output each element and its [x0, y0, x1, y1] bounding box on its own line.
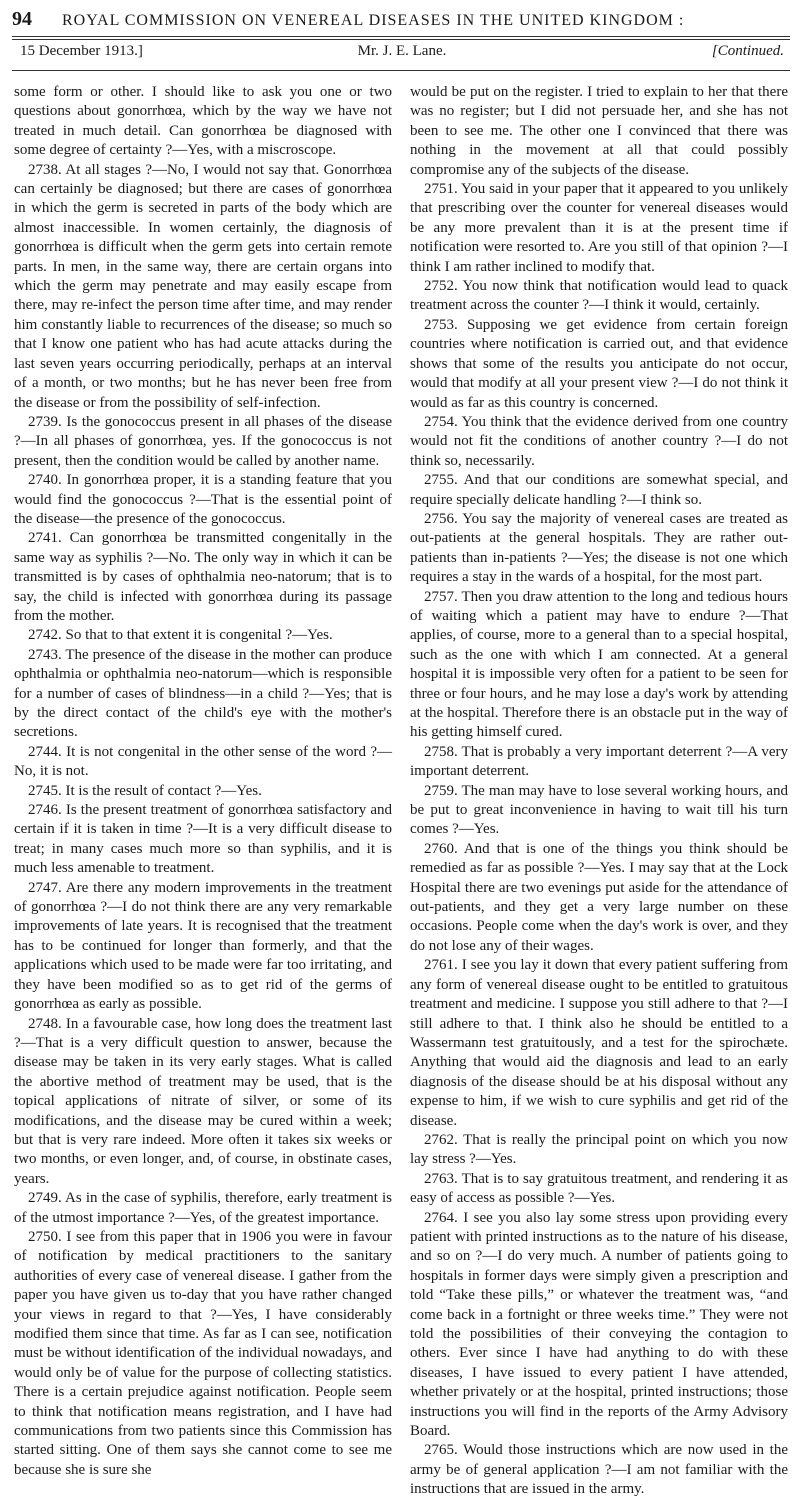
running-title: ROYAL COMMISSION ON VENEREAL DISEASES IN THE UNITED KINGDOM :: [62, 12, 685, 29]
subheader: [12, 40, 790, 64]
paragraph: some form or other. I should like to ask you one or two questions about gonorrhœa, which by the way we have not treated in much detail. Can gonorrhœa be diagnosed with some degree of certainty ?—Yes, with a miscroscope.: [14, 84, 392, 159]
document-page: [12, 8, 790, 1498]
hearing-date: 15 December 1913.]: [20, 43, 143, 59]
paragraph: 2742. So that to that extent it is congenital ?—Yes.: [28, 627, 333, 644]
paragraph: 2738. At all stages ?—No, I would not say that. Gonorrhœa can certainly be diagnosed; but there are cases of gonorrhœa in which the germ is secreted in parts of the body which are almost inaccessible. In women certainly, the diagnosis of gonorrhœa is difficult when the germ gets into certain remote parts. In men, in the same way, there are certain organs into which the germ may penetrate and may easily escape from there, may re-infect the person time after time, and may render him constantly liable to recurrences of the disease; so much so that I know one patient who has had acute attacks during the last seven years occurring periodically, perhaps at an interval of a month, or two months; but he has never been free from the disease or from the possibility of self-infection.: [14, 161, 392, 411]
continued-label: [Continued.: [711, 43, 784, 59]
right-column: [410, 83, 788, 1500]
page-header: [12, 8, 790, 30]
paragraph: 2740. In gonorrhœa proper, it is a standing feature that you would find the gonococcus ?—That is the essential point of the disease—the presence of the gonococcus.: [14, 472, 392, 527]
paragraph: 2745. It is the result of contact ?—Yes.: [28, 782, 262, 799]
paragraph: 2759. The man may have to lose several working hours, and be put to great inconvenience in having to wait till his turn comes ?—Yes.: [410, 782, 788, 838]
paragraph: 2747. Are there any modern improvements in the treatment of gonorrhœa ?—I do not think there are any very remarkable improvements of late years. It is recognised that the treatment has to be continued for longer than formerly, and that the applications which used to be made were far too irritating, and they have been modified so as to get rid of the germs of gonorrhœa as early as possible.: [14, 879, 392, 1013]
paragraph: 2751. You said in your paper that it appeared to you unlikely that prescribing over the counter for venereal diseases would be any more prevalent than it is at the present time if notification were resorted to. Are you still of that opinion ?—I think I am rather inclined to modify that.: [410, 181, 788, 275]
witness-name: Mr. J. E. Lane.: [357, 43, 447, 59]
page-number: 94: [12, 8, 32, 30]
paragraph: 2765. Would those instructions which are now used in the army be of general application ?—I am not familiar with the instructions that are issued in the army.: [410, 1442, 788, 1498]
left-column: [14, 83, 392, 1500]
paragraph: would be put on the register. I tried to explain to her that there was no register; but I did not persuade her, and she has not been to see me. The other one I convinced that there was nothing in the movement at all that could possibly compromise any of the subjects of the disease.: [410, 84, 788, 178]
text-columns: [12, 83, 790, 1500]
paragraph: 2746. Is the present treatment of gonorrhœa satisfactory and certain if it is taken in time ?—It is a very difficult disease to treat; in many cases much more so than syphilis, and it is much less amenable to treatment.: [14, 802, 392, 877]
paragraph: 2755. And that our conditions are somewhat special, and require specially delicate handling ?—I think so.: [410, 472, 788, 508]
paragraph: 2763. That is to say gratuitous treatment, and rendering it as easy of access as possible ?—Yes.: [410, 1170, 788, 1207]
paragraph: 2743. The presence of the disease in the mother can produce ophthalmia or ophthalmia neo-natorum—which is responsible for a number of cases of blindness—in a child ?—Yes; that is by the direct contact of the child's eye with the mother's secretions.: [14, 646, 392, 741]
paragraph: 2753. Supposing we get evidence from certain foreign countries where notification is carried out, and that evidence shows that some of the results you anticipate do not occur, would that modify at all your present view ?—I do not think it would as far as this country is concerned.: [410, 316, 788, 411]
paragraph: 2752. You now think that notification would lead to quack treatment across the counter ?—I think it would, certainly.: [410, 278, 788, 314]
paragraph: 2750. I see from this paper that in 1906 you were in favour of notification by medical practitioners to the sanitary authorities of every case of venereal disease. I gather from the paper you have given us to-day that you have rather changed your views in regard to that ?—Yes, I have considerably modified them since that time. As far as I can see, notification must be without identification of the individual nowadays, and would only be of value for the purpose of collecting statistics. There is a certain prejudice against notification. People seem to think that notification means registration, and I have had communications from two patients since this Commission has started sitting. One of them says she cannot come to see me because she is sure she: [14, 1228, 392, 1478]
paragraph: 2761. I see you lay it down that every patient suffering from any form of venereal disease ought to be entitled to gratuitous treatment and medicine. I suppose you still adhere to that ?—I still adhere to that. I think also he should be entitled to a Wassermann test gratuitously, and a test for the spirochæte. Anything that would aid the diagnosis and lead to an early diagnosis of the disease should be at his disposal without any expense to him, if we wish to cure syphilis and get rid of the disease.: [410, 957, 788, 1129]
paragraph: 2757. Then you draw attention to the long and tedious hours of waiting which a patient may have to endure ?—That applies, of course, more to a general than to a special hospital, such as the one with which I am connected. At a general hospital it is impossible very often for a patient to be seen for three or four hours, and he may lose a day's work by attending at the hospital. Therefore there is an obstacle put in the way of his getting himself cured.: [410, 588, 788, 741]
paragraph: 2748. In a favourable case, how long does the treatment last ?—That is a very difficult question to answer, because the disease may be taken in its very early stages. What is called the abortive method of treatment may be used, that is the topical applications of nitrate of silver, or some of its modifications, and the disease may be cured within a week; but that is very rare indeed. More often it takes six weeks or two months, or even longer, and, of course, in obstinate cases, years.: [14, 1015, 392, 1187]
paragraph: 2754. You think that the evidence derived from one country would not fit the conditions of another country ?—I do not think so, necessarily.: [410, 413, 788, 469]
paragraph: 2739. Is the gonococcus present in all phases of the disease ?—In all phases of gonorrhœa, yes. If the gonococcus is not present, then the condition would be called by another name.: [14, 413, 392, 469]
paragraph: 2749. As in the case of syphilis, therefore, early treatment is of the utmost importance ?—Yes, of the greatest importance.: [14, 1190, 392, 1226]
subheader-rule: [12, 70, 790, 71]
paragraph: 2758. That is probably a very important deterrent ?—A very important deterrent.: [410, 743, 788, 780]
paragraph: 2760. And that is one of the things you think should be remedied as far as possible ?—Yes. I may say that at the Lock Hospital there are two evenings put aside for the attendance of out-patients, and they get a very large number on these occasions. People come when the day's work is over, and they do not lose any of their wages.: [410, 840, 788, 954]
header-rule: [12, 36, 790, 37]
paragraph: 2744. It is not congenital in the other sense of the word ?—No, it is not.: [14, 743, 392, 780]
paragraph: 2762. That is really the principal point on which you now lay stress ?—Yes.: [410, 1131, 788, 1168]
paragraph: 2756. You say the majority of venereal cases are treated as out-patients at the general hospitals. They are rather out-patients than in-patients ?—Yes; the disease is not one which requires a stay in the wards of a hospital, for the most part.: [410, 510, 788, 586]
paragraph: 2764. I see you also lay some stress upon providing every patient with printed instructions as to the nature of his disease, and so on ?—I do very much. A number of patients going to hospitals in former days were simply given a prescription and told “Take these pills,” or whatever the treatment was, “and come back in a fortnight or three weeks time.” They were not told the possibilities of their conveying the contagion to others. Ever since I have had anything to do with these diseases, I have issued to every patient I have attended, whether privately or at the hospital, printed instructions; those instructions you will find in the reports of the Army Advisory Board.: [410, 1209, 788, 1440]
paragraph: 2741. Can gonorrhœa be transmitted congenitally in the same way as syphilis ?—No. The only way in which it can be transmitted is by cases of ophthalmia neo-natorum; that is to say, the child is infected with gonorrhœa during its passage from the mother.: [14, 530, 392, 624]
